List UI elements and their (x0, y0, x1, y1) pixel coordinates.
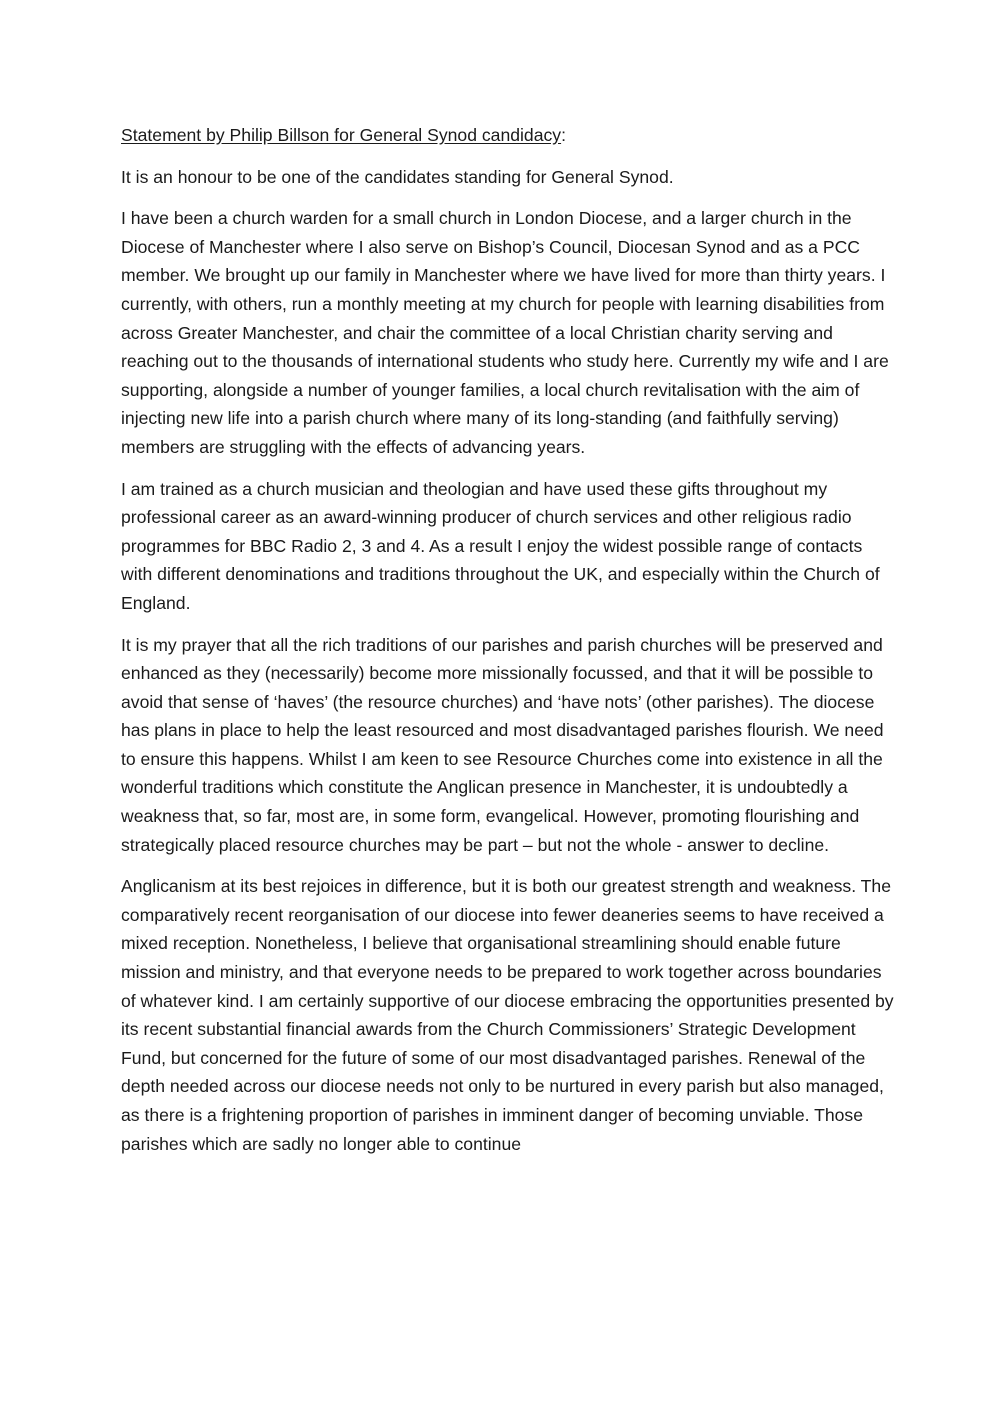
statement-heading (121, 121, 896, 150)
paragraph-intro: It is an honour to be one of the candidates standing for General Synod. (121, 166, 674, 187)
statement-title-colon: : (561, 125, 566, 145)
paragraph-church-roles: I have been a church warden for a small church in London Diocese, and a larger church in the Diocese of Manchester where I also serve on Bishop’s Council, Diocesan Synod and as a PCC member. We brought up our family in Manchester where we have lived for more than thirty years. I currently, with others, run a monthly meeting at my church for people with learning disabilities from across Greater Manchester, and chair the committee of a local Christian charity serving and reaching out to the thousands of international students who study here. Currently my wife and I are supporting, alongside a number of younger families, a local church revitalisation with the aim of injecting new life into a parish church where many of its long-standing (and faithfully serving) members are struggling with the effects of advancing years. (121, 208, 889, 457)
statement-title: Statement by Philip Billson for General Synod candidacy (121, 125, 562, 145)
paragraph-career: I am trained as a church musician and theologian and have used these gifts throughout my professional career as an award-winning producer of church services and other religious radio programmes for BBC Radio 2, 3 and 4. As a result I enjoy the widest possible range of contacts with different denominations and traditions throughout the UK, and especially within the Church of England. (121, 478, 880, 613)
paragraph-traditions: It is my prayer that all the rich traditions of our parishes and parish churches will be preserved and enhanced as they (necessarily) become more missionally focussed, and that it will be possible to avoid that sense of ‘haves’ (the resource churches) and ‘have nots’ (other parishes). The diocese has plans in place to help the least resourced and most disadvantaged parishes flourish. We need to ensure this happens. Whilst I am keen to see Resource Churches come into existence in all the wonderful traditions which constitute the Anglican presence in Manchester, it is undoubtedly a weakness that, so far, most are, in some form, evangelical. However, promoting flourishing and strategically placed resource churches may be part – but not the whole - answer to decline. (121, 634, 884, 855)
document-body (121, 121, 896, 1171)
paragraph-anglicanism: Anglicanism at its best rejoices in difference, but it is both our greatest strength and weakness. The comparatively recent reorganisation of our diocese into fewer deaneries seems to have received a mixed reception. Nonetheless, I believe that organisational streamlining should enable future mission and ministry, and that everyone needs to be prepared to work together across boundaries of whatever kind. I am certainly supportive of our diocese embracing the opportunities presented by its recent substantial financial awards from the Church Commissioners’ Strategic Development Fund, but concerned for the future of some of our most disadvantaged parishes. Renewal of the depth needed across our diocese needs not only to be nurtured in every parish but also managed, as there is a frightening proportion of parishes in imminent danger of becoming unviable. Those parishes which are sadly no longer able to continue (121, 876, 894, 1154)
